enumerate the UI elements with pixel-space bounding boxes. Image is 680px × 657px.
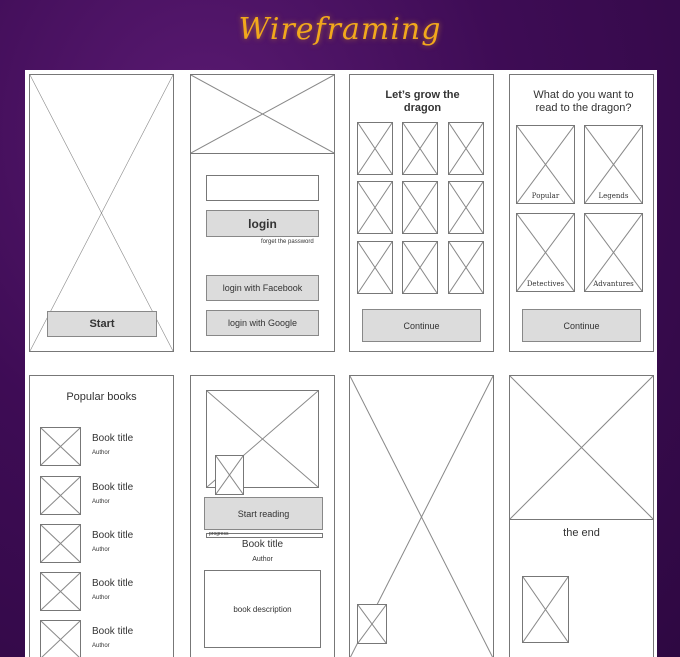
screen-splash <box>29 74 174 352</box>
end-image-placeholder <box>510 376 653 520</box>
book-title[interactable]: Book title <box>92 530 134 541</box>
forgot-password-link[interactable]: forget the password <box>261 239 314 245</box>
facebook-login-button[interactable]: login with Facebook <box>206 275 319 301</box>
login-button[interactable]: login <box>206 210 319 237</box>
category-label: Detectives <box>526 280 565 288</box>
dragon-image-placeholder[interactable] <box>448 241 484 294</box>
wireframe-board <box>25 70 657 657</box>
category-label: Advantures <box>593 280 634 288</box>
continue-button[interactable]: Continue <box>362 309 481 342</box>
category-card[interactable] <box>584 125 643 204</box>
book-author: Author <box>92 643 110 649</box>
book-title[interactable]: Book title <box>92 626 134 637</box>
book-author: Author <box>92 499 110 505</box>
book-author: Author <box>92 547 110 553</box>
category-label: Popular <box>531 192 560 200</box>
dragon-image-placeholder[interactable] <box>402 181 438 234</box>
category-card[interactable] <box>516 125 575 204</box>
grow-heading: Let’s grow the dragon <box>385 89 460 114</box>
dragon-image-placeholder[interactable] <box>357 241 393 294</box>
dragon-image-placeholder[interactable] <box>402 122 438 175</box>
dragon-image-placeholder[interactable] <box>402 241 438 294</box>
book-thumbnail[interactable] <box>40 620 81 657</box>
book-thumbnail[interactable] <box>40 476 81 515</box>
image-placeholder <box>30 75 173 351</box>
dragon-image-placeholder[interactable] <box>448 122 484 175</box>
screen-end <box>509 375 654 657</box>
book-title[interactable]: Book title <box>92 482 134 493</box>
category-label: Legends <box>598 192 629 200</box>
start-reading-button[interactable]: Start reading <box>204 497 323 530</box>
book-title[interactable]: Book title <box>92 578 134 589</box>
book-author: Author <box>252 556 273 563</box>
end-text: the end <box>563 527 600 539</box>
start-button[interactable]: Start <box>47 311 157 337</box>
screen-book <box>190 375 335 657</box>
thumbnail-placeholder <box>215 455 244 495</box>
category-card[interactable] <box>516 213 575 292</box>
username-field[interactable] <box>206 175 319 201</box>
continue-button[interactable]: Continue <box>522 309 641 342</box>
book-title[interactable]: Book title <box>92 433 134 444</box>
google-login-button[interactable]: login with Google <box>206 310 319 336</box>
screen-grow <box>349 74 494 352</box>
screen-image <box>349 375 494 657</box>
progress-label: progress <box>209 531 229 537</box>
screen-login <box>190 74 335 352</box>
dragon-image-placeholder[interactable] <box>448 181 484 234</box>
book-thumbnail[interactable] <box>40 524 81 563</box>
book-description-box <box>204 570 321 648</box>
header-image-placeholder <box>191 75 334 154</box>
read-heading: What do you want to read to the dragon? <box>533 89 634 114</box>
category-card[interactable] <box>584 213 643 292</box>
book-author: Author <box>92 595 110 601</box>
book-author: Author <box>92 450 110 456</box>
book-thumbnail[interactable] <box>40 572 81 611</box>
dragon-image-placeholder[interactable] <box>357 122 393 175</box>
book-title: Book title <box>241 539 284 550</box>
page-title: Wireframing <box>238 12 442 47</box>
popular-heading: Popular books <box>66 391 137 403</box>
book-description: book description <box>233 604 292 614</box>
screen-read <box>509 74 654 352</box>
dragon-image-placeholder[interactable] <box>357 181 393 234</box>
screen-popular <box>29 375 174 657</box>
book-thumbnail[interactable] <box>40 427 81 466</box>
end-small-image-placeholder <box>522 576 569 643</box>
corner-image-placeholder <box>357 604 387 644</box>
